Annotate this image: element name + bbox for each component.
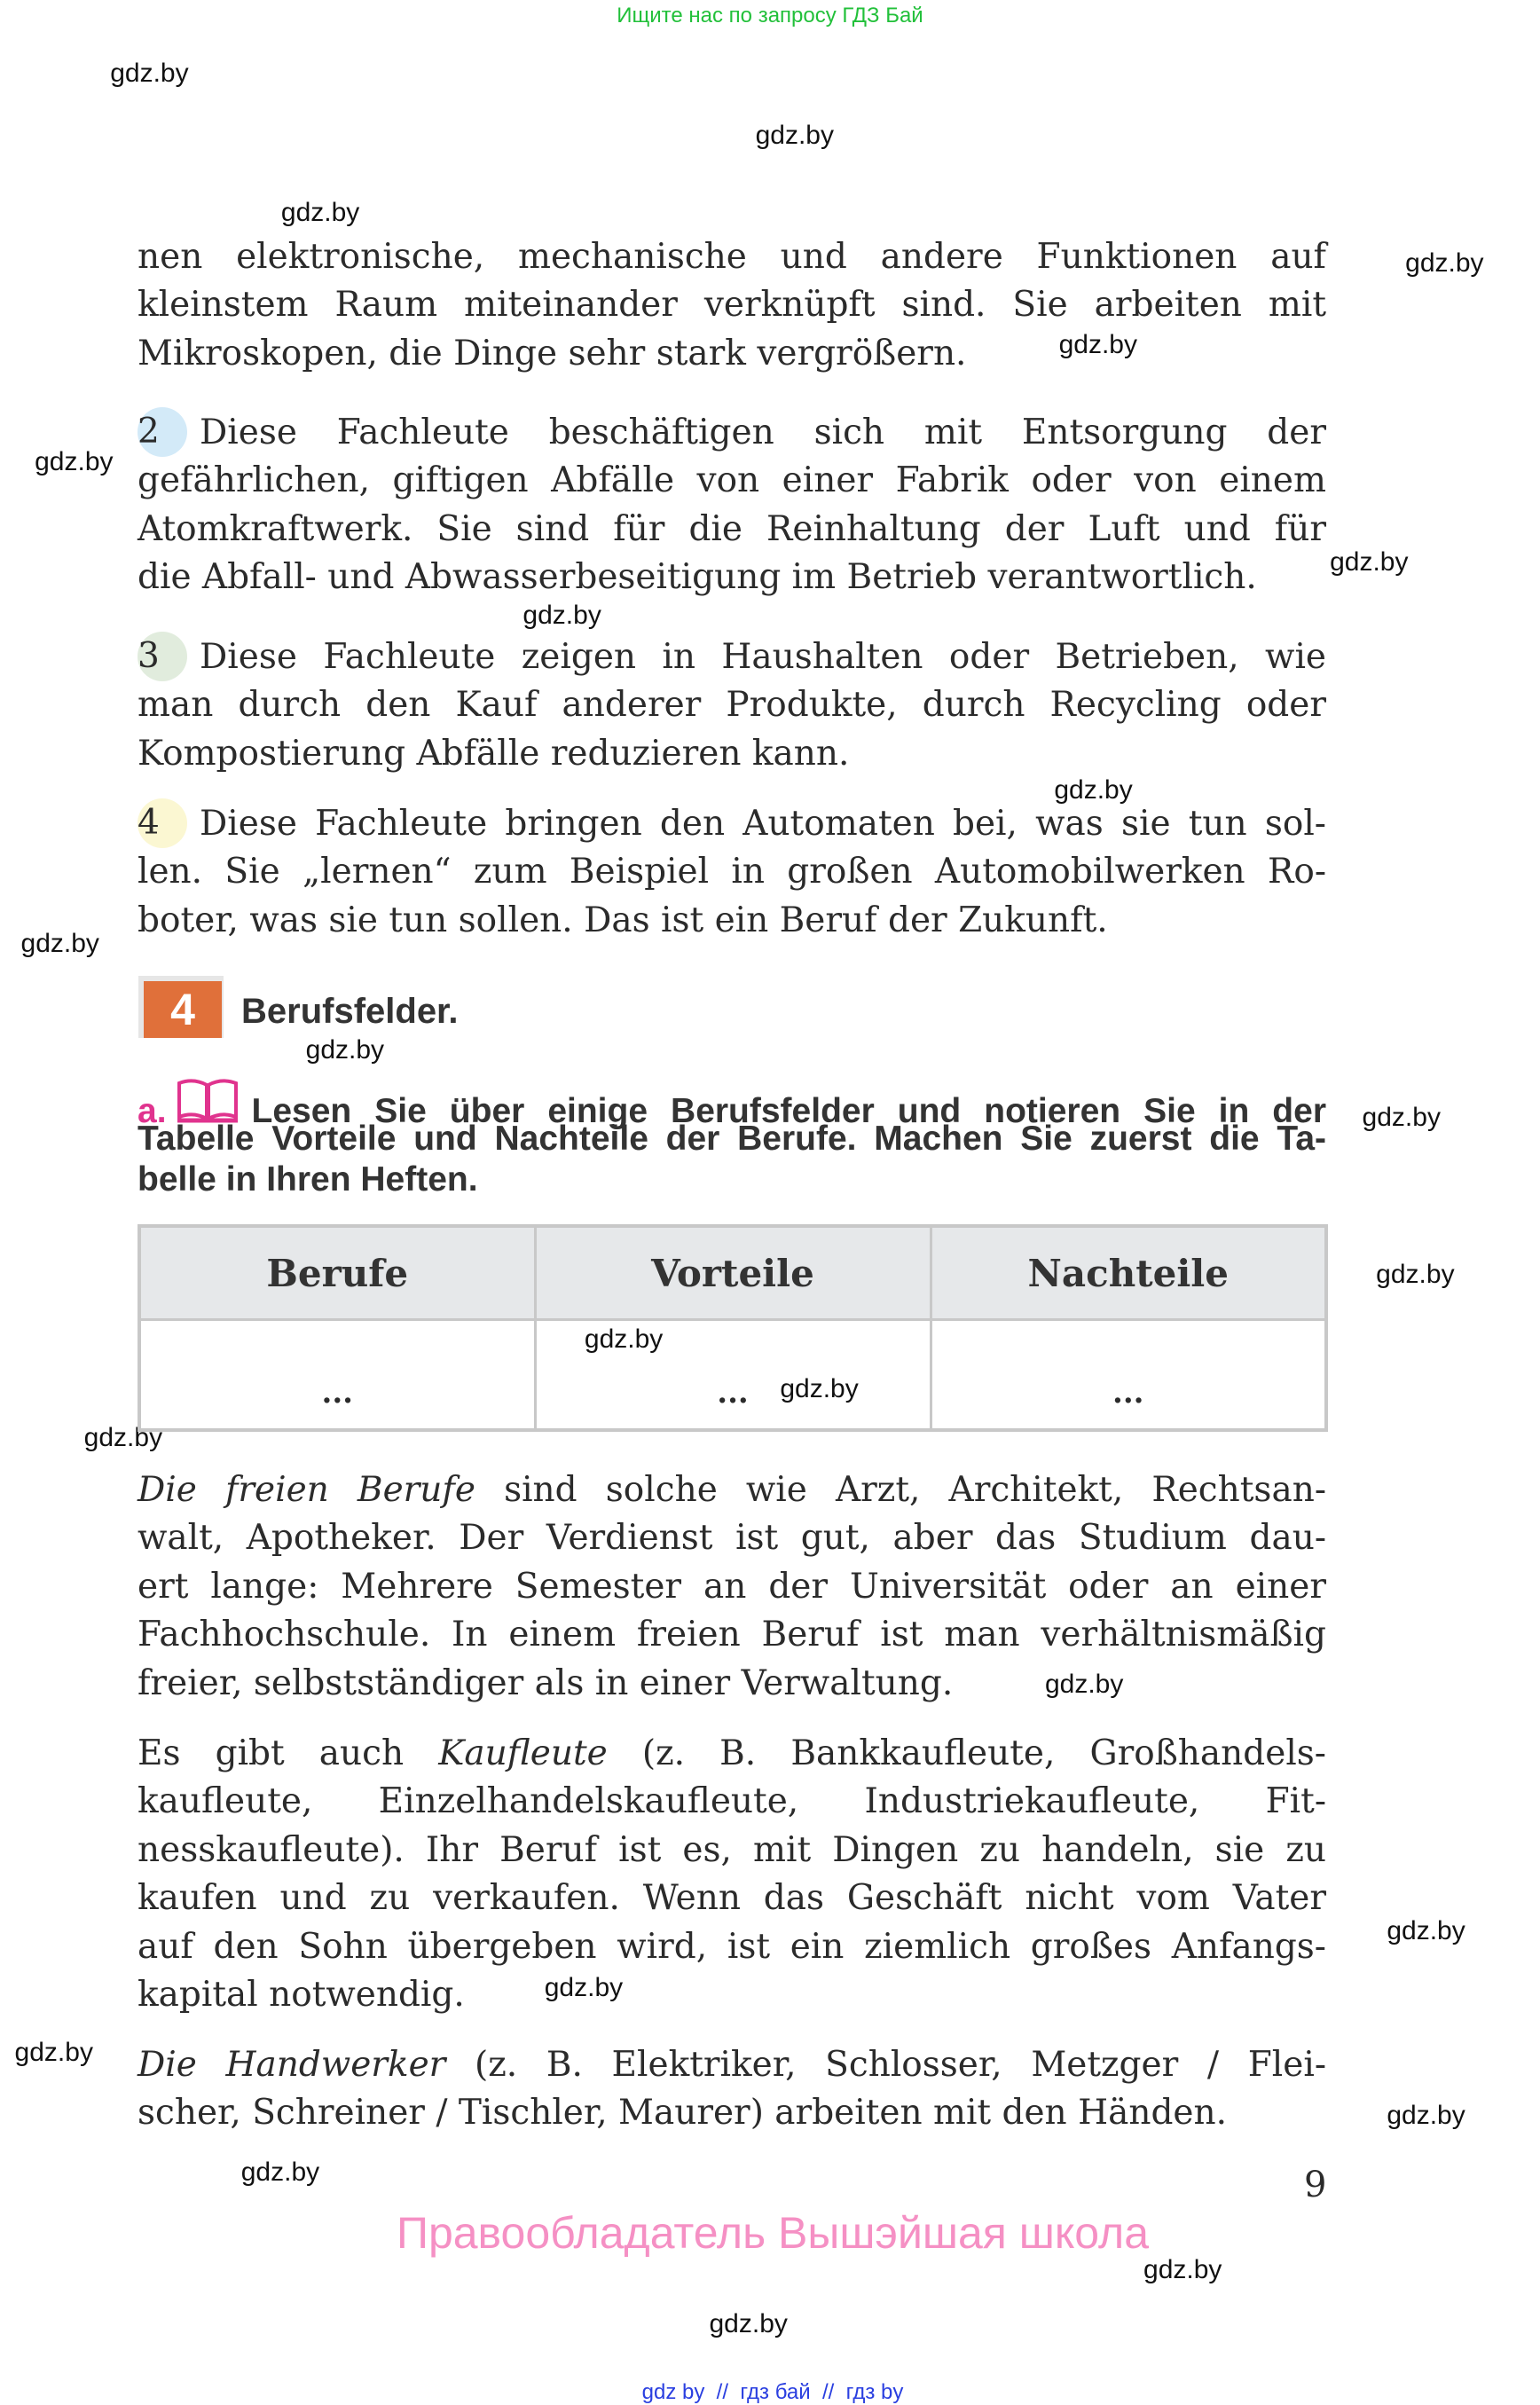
footer-links[interactable]: gdz by // гдз бай // гдз by <box>641 2380 904 2404</box>
text-line <box>138 1778 1326 1826</box>
watermark-text: gdz.by <box>35 446 114 476</box>
text-segment: kaufen und zu verkaufen. Wenn das Geschäft nicht vom Vater <box>138 1878 1326 1919</box>
watermark-text: gdz.by <box>305 1034 385 1065</box>
watermark-text: gdz.by <box>1387 1915 1465 1945</box>
text-line <box>138 409 1326 457</box>
text-segment: ert lange: Mehrere Semester an der Universität oder an einer <box>138 1566 1326 1607</box>
italic-term: Die Handwerker <box>138 2045 446 2085</box>
task-line: Lesen Sie über einige Berufsfelder und notieren Sie in der <box>251 1092 1326 1130</box>
text-segment: freier, selbstständiger als in einer Verwaltung. <box>138 1662 954 1703</box>
watermark-text: gdz.by <box>1330 546 1409 577</box>
watermark-text: gdz.by <box>522 601 601 631</box>
task-line: belle in Ihren Heften. <box>138 1160 478 1199</box>
text-segment: kaufleute, Einzelhandelskaufleute, Industriekaufleute, Fit- <box>138 1781 1326 1822</box>
watermark-text: gdz.by <box>14 2038 93 2068</box>
header-vorteile: Vorteile <box>535 1226 931 1320</box>
text-segment: kapital notwendig. <box>138 1974 465 2015</box>
text-line <box>138 1660 1326 1708</box>
watermark-text: gdz.by <box>83 1423 163 1453</box>
text-line <box>138 1514 1326 1562</box>
numbered-item-3 <box>138 633 1326 778</box>
header-berufe: Berufe <box>139 1226 535 1320</box>
text-line-content: Diese Fachleute beschäftigen sich mit Entsorgung der <box>200 413 1326 452</box>
text-line: gefährlichen, giftigen Abfälle von einer Fabrik oder von einem <box>138 460 1326 501</box>
text-line <box>138 1874 1326 1922</box>
watermark-text: gdz.by <box>1387 2101 1465 2131</box>
text-line <box>138 800 1326 848</box>
text-line <box>138 1923 1326 1971</box>
watermark-text: gdz.by <box>1044 1670 1124 1700</box>
number-badge: 2 <box>138 407 187 457</box>
cell: ... <box>931 1320 1326 1431</box>
text-line: nen elektronische, mechanische und andere Funktionen auf <box>138 237 1326 277</box>
text-line: kleinstem Raum miteinander verknüpft sind. Sie arbeiten mit <box>138 285 1326 326</box>
text-segment: (z. B. Elektriker, Schlosser, Metzger / Flei- <box>445 2045 1326 2085</box>
section-number: 4 <box>144 981 222 1038</box>
text-line: Atomkraftwerk. Sie sind für die Reinhaltung der Luft und für <box>138 508 1326 549</box>
text-line: Mikroskopen, die Dinge sehr stark vergrößern. <box>138 333 967 373</box>
cell: ... <box>535 1320 931 1431</box>
copyright-notice: Правообладатель Вышэйшая школа <box>397 2208 1149 2258</box>
text-line: boter, was sie tun sollen. Das ist ein Beruf der Zukunft. <box>138 900 1108 940</box>
text-line: die Abfall- und Abwasserbeseitigung im Betrieb verantwortlich. <box>138 557 1257 598</box>
watermark-text: gdz.by <box>755 120 834 150</box>
number-badge: 3 <box>138 632 187 681</box>
text-segment: Fachhochschule. In einem freien Beruf ist man verhältnismäßig <box>138 1615 1326 1655</box>
professions-table <box>138 1224 1328 1432</box>
text-line <box>138 1563 1326 1611</box>
text-segment: Es gibt auch <box>138 1733 439 1773</box>
paragraph-handwerker <box>138 2041 1326 2138</box>
watermark-text: gdz.by <box>709 2308 788 2338</box>
text-segment: nesskaufleute). Ihr Beruf ist es, mit Dingen zu handeln, sie zu <box>138 1829 1326 1870</box>
text-line: Kompostierung Abfälle reduzieren kann. <box>138 733 850 774</box>
italic-term: Die freien Berufe <box>138 1470 475 1510</box>
table-header-row <box>139 1226 1326 1320</box>
text-segment: walt, Apotheker. Der Verdienst ist gut, aber das Studium dau- <box>138 1518 1326 1559</box>
numbered-item-4 <box>138 800 1326 945</box>
task-line: Tabelle Vorteile und Nachteile der Berufe. Machen Sie zuerst die Ta- <box>138 1120 1326 1158</box>
watermark-text: gdz.by <box>1058 329 1137 359</box>
text-line: len. Sie „lernen“ zum Beispiel in großen Automobilwerken Ro- <box>138 852 1326 892</box>
task-a <box>138 1078 1326 1200</box>
paragraph-kaufleute <box>138 1730 1326 2019</box>
text-line-content: Diese Fachleute bringen den Automaten bei, was sie tun sol- <box>200 804 1326 844</box>
header-nachteile: Nachteile <box>931 1226 1326 1320</box>
text-segment: auf den Sohn übergeben wird, ist ein ziemlich großes Anfangs- <box>138 1926 1326 1967</box>
watermark-text: gdz.by <box>240 2157 320 2188</box>
text-line <box>138 1827 1326 1874</box>
watermark-text: gdz.by <box>780 1373 859 1403</box>
text-line <box>138 1971 1326 2019</box>
number-badge: 4 <box>138 798 187 848</box>
paragraph-freie-berufe <box>138 1466 1326 1708</box>
text-segment: sind solche wie Arzt, Architekt, Rechtsan- <box>475 1470 1326 1510</box>
table-row <box>139 1320 1326 1431</box>
watermark-text: gdz.by <box>110 59 189 89</box>
text-line: man durch den Kauf anderer Produkte, durch Recycling oder <box>138 685 1326 726</box>
text-segment: scher, Schreiner / Tischler, Maurer) arbeiten mit den Händen. <box>138 2093 1228 2134</box>
watermark-text: gdz.by <box>280 197 360 227</box>
section-title: Berufsfelder. <box>241 992 459 1031</box>
text-line <box>138 633 1326 681</box>
watermark-text: gdz.by <box>1362 1103 1441 1133</box>
italic-term: Kaufleute <box>438 1733 608 1773</box>
watermark-text: gdz.by <box>584 1324 664 1355</box>
text-line-content: Diese Fachleute zeigen in Haushalten oder Betrieben, wie <box>200 637 1326 677</box>
text-line <box>138 1466 1326 1514</box>
watermark-text: gdz.by <box>1143 2254 1222 2284</box>
cell: ... <box>139 1320 535 1431</box>
watermark-text: gdz.by <box>1054 774 1133 805</box>
text-line <box>138 1730 1326 1778</box>
top-banner[interactable]: Ищите нас по запросу ГДЗ Бай <box>617 4 923 28</box>
paragraph-intro <box>138 233 1326 378</box>
page-number: 9 <box>1304 2165 1327 2205</box>
watermark-text: gdz.by <box>20 929 99 959</box>
text-line <box>138 2041 1326 2089</box>
text-segment: (z. B. Bankkaufleute, Großhandels- <box>607 1733 1326 1773</box>
text-line <box>138 2089 1326 2137</box>
watermark-text: gdz.by <box>1376 1260 1455 1290</box>
task-label: a. <box>138 1092 167 1130</box>
text-line <box>138 1611 1326 1659</box>
watermark-text: gdz.by <box>1405 248 1484 278</box>
watermark-text: gdz.by <box>544 1973 624 2003</box>
numbered-item-2 <box>138 409 1326 602</box>
